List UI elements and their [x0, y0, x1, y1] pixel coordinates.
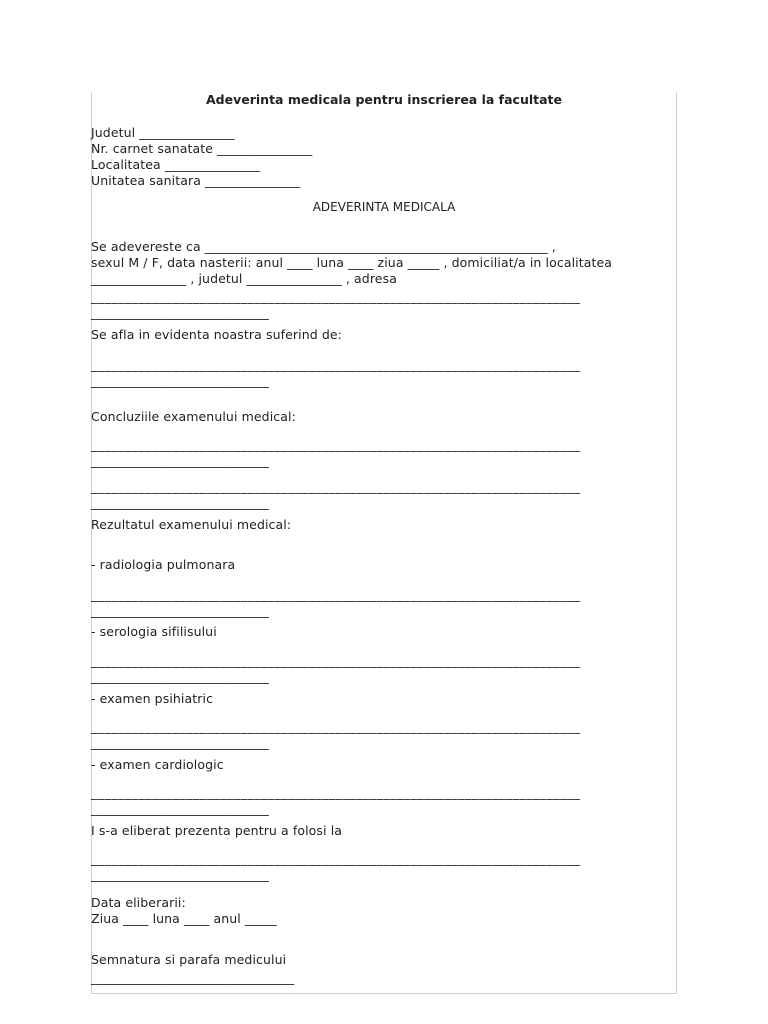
blank-line-short: ____________________________ — [91, 495, 269, 510]
blank-line-short: ____________________________ — [91, 867, 269, 882]
blank-line-short: ____________________________ — [91, 603, 269, 618]
field-nr-carnet: Nr. carnet sanatate _______________ — [91, 141, 313, 156]
blank-line-long: ________________________________________________________________________ — [91, 851, 581, 866]
field-localitatea: Localitatea _______________ — [91, 157, 261, 172]
field-unitatea-sanitara: Unitatea sanitara _______________ — [91, 173, 301, 188]
blank-line-long: ________________________________________________________________________ — [91, 289, 581, 304]
identity-line-2: sexul M / F, data nasterii: anul ____ luna ____ ziua _____ , domiciliat/a in localitatea — [91, 255, 613, 270]
document-subtitle: ADEVERINTA MEDICALA — [312, 200, 456, 214]
blank-line-short: ____________________________ — [91, 669, 269, 684]
date-label: Data eliberarii: — [91, 895, 186, 910]
blank-line-long: ________________________________________________________________________ — [91, 587, 581, 602]
signature-label: Semnatura si parafa medicului — [91, 952, 287, 967]
identity-line-3: _______________ , judetul _______________ , adresa — [91, 271, 397, 286]
blank-line-short: ____________________________ — [91, 735, 269, 750]
section-eliberat: I s-a eliberat prezenta pentru a folosi la — [91, 823, 343, 838]
blank-line-short: ____________________________ — [91, 305, 269, 320]
section-cardiologic: - examen cardiologic — [91, 757, 224, 772]
blank-line-long: ________________________________________________________________________ — [91, 479, 581, 494]
blank-line-long: ________________________________________________________________________ — [91, 785, 581, 800]
blank-line-long: ________________________________________________________________________ — [91, 653, 581, 668]
blank-line-long: ________________________________________________________________________ — [91, 437, 581, 452]
blank-line-short: ____________________________ — [91, 453, 269, 468]
blank-line-short: ____________________________ — [91, 801, 269, 816]
field-judetul: Judetul _______________ — [91, 125, 235, 140]
section-evidenta: Se afla in evidenta noastra suferind de: — [91, 327, 342, 342]
blank-line-long: ________________________________________________________________________ — [91, 357, 581, 372]
section-psihiatric: - examen psihiatric — [91, 691, 214, 706]
section-radiologie: - radiologia pulmonara — [91, 557, 236, 572]
identity-line-1: Se adevereste ca ______________________________________________________ , — [91, 239, 556, 254]
blank-line-long: ________________________________________________________________________ — [91, 719, 581, 734]
blank-line-short: ____________________________ — [91, 373, 269, 388]
date-fields: Ziua ____ luna ____ anul _____ — [91, 911, 277, 926]
signature-line: ________________________________ — [91, 970, 295, 985]
document-title: Adeverinta medicala pentru inscrierea la facultate — [206, 92, 562, 107]
section-concluzii: Concluziile examenului medical: — [91, 409, 296, 424]
section-serologie: - serologia sifilisului — [91, 624, 217, 639]
section-rezultat: Rezultatul examenului medical: — [91, 517, 292, 532]
